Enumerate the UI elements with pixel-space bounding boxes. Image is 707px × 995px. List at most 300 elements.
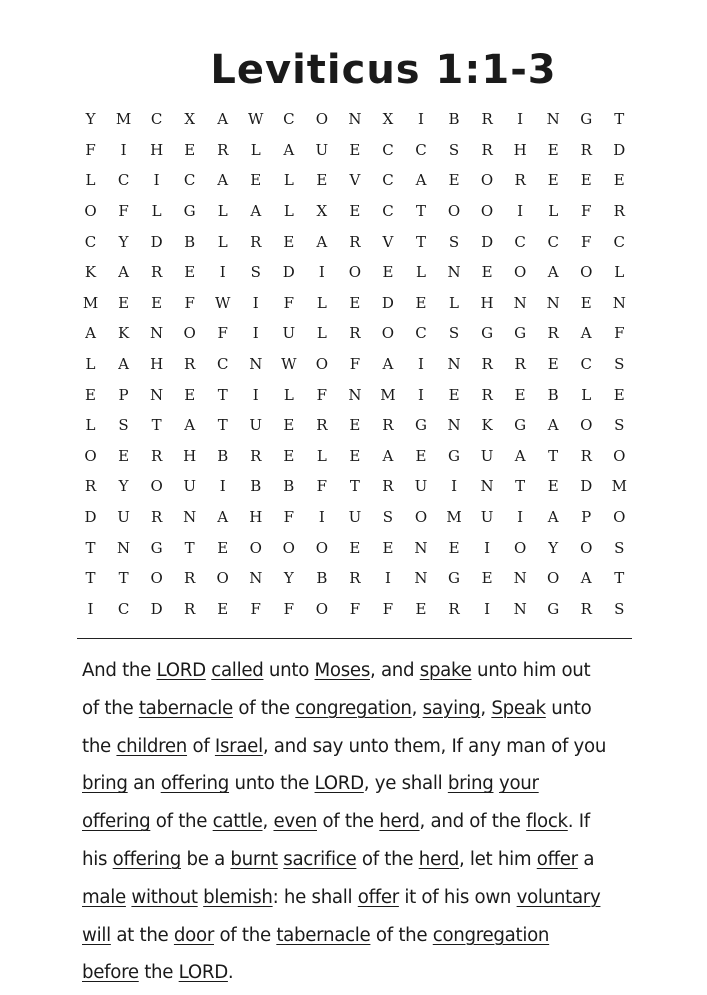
grid-letter: K [117,324,130,343]
grid-letter: E [547,171,559,190]
grid-letter: D [613,140,626,159]
grid-row [74,502,636,533]
grid-letter: O [282,538,295,557]
search-word: flock [526,811,568,833]
grid-letter: S [614,538,625,557]
grid-letter: T [614,569,625,588]
passage-text: unto the [229,773,315,795]
grid-letter: F [85,140,96,159]
grid-letter: I [418,355,424,374]
passage-text: , ye shall [363,773,448,795]
grid-letter: B [250,477,262,496]
grid-letter: A [580,569,592,588]
grid-letter: I [318,508,325,527]
grid-letter: R [150,263,163,282]
grid-letter: R [184,355,196,374]
grid-letter: E [217,599,229,618]
grid-letter: F [316,477,328,496]
grid-letter: L [283,171,294,190]
grid-letter: I [252,385,259,404]
grid-letter: D [580,477,593,496]
grid-letter: G [481,324,494,343]
grid-letter: A [283,140,295,159]
grid-letter: E [118,446,130,465]
grid-letter: A [217,171,229,190]
grid-letter: E [349,140,361,159]
grid-letter: A [547,263,559,282]
grid-letter: O [613,446,626,465]
grid-letter: I [219,477,226,496]
grid-letter: N [480,477,494,496]
grid-letter: W [281,355,297,374]
grid-letter: S [614,416,625,435]
grid-letter: L [614,263,625,282]
grid-letter: O [547,569,560,588]
grid-letter: S [448,324,460,343]
grid-row [74,104,636,135]
grid-letter: F [349,599,361,618]
grid-letter: N [513,293,527,312]
grid-letter: S [614,599,625,618]
grid-letter: F [283,599,295,618]
grid-letter: L [316,293,327,312]
search-word: offer [357,886,399,908]
grid-letter: E [118,293,130,312]
grid-letter: R [150,446,163,465]
grid-letter: I [418,110,424,129]
grid-letter: T [151,416,162,435]
grid-letter: I [384,569,391,588]
grid-letter: G [448,446,461,465]
grid-letter: C [613,232,626,251]
grid-letter: O [84,202,97,221]
grid-letter: C [84,232,97,251]
search-word: saying [422,697,481,719]
grid-letter: A [382,446,394,465]
grid-letter: U [183,477,196,496]
passage-text: of the [150,811,213,833]
grid-letter: L [316,324,327,343]
grid-letter: R [481,355,493,374]
passage-line [82,879,642,917]
grid-letter: S [118,416,129,435]
grid-letter: W [248,110,264,129]
grid-letter: I [87,599,94,618]
grid-letter: N [414,538,428,557]
grid-letter: L [548,202,559,221]
grid-letter: R [547,324,559,343]
grid-letter: O [580,416,593,435]
passage-text: of the [356,848,419,870]
grid-letter: R [514,355,526,374]
grid-letter: L [85,171,96,190]
grid-letter: N [249,569,263,588]
search-word: even [273,811,317,833]
grid-letter: S [382,508,394,527]
grid-letter: X [316,202,328,221]
search-word: bring [82,773,128,795]
grid-letter: R [250,232,262,251]
grid-letter: O [315,355,328,374]
grid-letter: L [416,263,426,282]
grid-letter: C [580,355,592,374]
grid-letter: A [85,324,96,343]
grid-letter: I [120,140,127,159]
grid-letter: D [282,263,295,282]
search-word: congregation [295,697,412,719]
passage-text: the [82,735,117,757]
grid-letter: B [283,477,295,496]
grid-letter: E [250,171,262,190]
grid-letter: L [449,293,460,312]
passage-text: unto him out [471,660,591,681]
grid-letter: G [448,569,461,588]
grid-letter: A [580,324,592,343]
grid-row [74,563,636,594]
grid-letter: E [349,538,361,557]
passage-text: at the [110,924,174,946]
grid-letter: G [547,599,560,618]
search-word: children [116,735,188,757]
passage-text: an [127,773,161,795]
grid-letter: E [349,202,361,221]
passage-text: the [138,962,179,984]
grid-letter: O [447,202,461,221]
grid-letter: R [580,140,592,159]
passage-text: , [480,697,492,719]
passage-text: of the [232,697,296,719]
grid-letter: F [217,324,228,343]
grid-letter: O [480,202,494,221]
grid-row [74,257,636,288]
grid-letter: R [349,324,361,343]
grid-letter: R [382,477,394,496]
passage-line [82,728,642,766]
grid-letter: A [118,355,129,374]
grid-letter: U [249,416,263,435]
grid-letter: R [250,446,262,465]
grid-letter: F [184,293,195,312]
grid-letter: R [184,599,196,618]
grid-letter: K [84,263,97,282]
grid-letter: L [283,202,294,221]
grid-letter: A [217,110,229,129]
grid-letter: A [547,416,559,435]
grid-letter: V [382,232,394,251]
grid-letter: G [514,324,527,343]
passage-line [82,917,642,955]
grid-letter: L [151,202,162,221]
grid-letter: E [415,293,427,312]
grid-letter: X [184,110,195,129]
grid-letter: I [252,293,259,312]
grid-letter: O [580,538,593,557]
grid-letter: G [150,538,163,557]
grid-letter: I [318,263,325,282]
search-word: sacrifice [283,848,357,870]
search-word: LORD [314,773,364,795]
grid-letter: E [580,171,592,190]
search-word: door [173,924,214,946]
passage-text: of the [82,697,139,719]
grid-letter: E [547,355,559,374]
grid-letter: D [381,293,394,312]
grid-letter: E [349,446,361,465]
passage-text: , [262,811,274,833]
search-word: burnt [230,848,278,870]
passage-line [82,652,642,690]
grid-row [74,135,636,166]
grid-letter: D [150,599,163,618]
grid-letter: L [85,355,96,374]
search-word: will [82,924,111,946]
passage-text: , [411,697,423,719]
grid-letter: E [415,599,427,618]
word-search-grid [74,104,636,624]
grid-letter: I [153,171,160,190]
grid-letter: T [415,202,426,221]
passage-text: , and of the [419,811,527,833]
grid-letter: D [481,232,494,251]
grid-letter: P [581,508,592,527]
grid-letter: G [415,416,427,435]
passage-text: , let him [458,848,537,870]
grid-letter: K [481,416,493,435]
grid-letter: E [613,171,625,190]
grid-letter: E [283,416,295,435]
grid-letter: M [611,477,627,496]
grid-letter: E [481,263,493,282]
passage-text: , and [370,660,420,681]
grid-letter: H [480,293,494,312]
grid-letter: R [217,140,229,159]
grid-letter: Y [118,477,129,496]
grid-letter: N [546,110,560,129]
grid-letter: R [481,110,493,129]
grid-letter: I [219,263,226,282]
grid-letter: Y [283,569,294,588]
grid-letter: F [283,293,295,312]
grid-letter: O [249,538,262,557]
grid-letter: U [348,508,362,527]
grid-letter: U [414,477,428,496]
grid-letter: T [217,385,228,404]
grid-letter: O [216,569,229,588]
grid-letter: E [349,293,361,312]
grid-letter: T [85,538,96,557]
grid-letter: E [184,263,196,282]
grid-letter: N [183,508,197,527]
grid-letter: R [84,477,97,496]
grid-letter: A [547,508,559,527]
grid-letter: F [614,324,625,343]
search-word: offering [82,811,151,833]
grid-letter: R [316,416,328,435]
grid-letter: S [614,355,625,374]
divider [77,638,632,639]
passage-text: . [227,962,234,984]
grid-letter: N [447,416,461,435]
search-word: herd [379,811,420,833]
grid-letter: M [446,508,462,527]
grid-letter: C [382,140,394,159]
grid-letter: I [484,538,491,557]
grid-letter: O [348,263,362,282]
scripture-passage [82,652,642,992]
grid-row [74,471,636,502]
grid-letter: M [82,293,99,312]
grid-letter: G [183,202,196,221]
grid-letter: F [283,508,295,527]
passage-text: of the [316,811,380,833]
grid-letter: Y [85,110,96,129]
grid-letter: R [481,140,493,159]
search-word: tabernacle [138,697,233,719]
passage-text: be a [180,848,231,870]
grid-letter: O [315,599,328,618]
grid-letter: A [316,232,328,251]
grid-letter: A [382,355,394,374]
grid-letter: N [150,324,164,343]
grid-letter: R [613,202,625,221]
grid-letter: E [514,385,526,404]
search-word: male [82,886,126,908]
grid-letter: R [481,385,493,404]
grid-letter: E [448,385,460,404]
grid-letter: E [217,538,229,557]
search-word: congregation [432,924,550,946]
grid-letter: N [612,293,626,312]
grid-letter: C [283,110,295,129]
grid-row [74,165,636,196]
passage-text: unto [545,697,592,719]
grid-letter: I [517,202,524,221]
grid-letter: O [150,477,163,496]
grid-letter: V [349,171,361,190]
grid-letter: E [547,477,559,496]
grid-letter: E [85,385,96,404]
grid-letter: E [316,171,328,190]
grid-letter: U [117,508,130,527]
passage-text: it of his own [398,886,517,908]
grid-letter: A [250,202,262,221]
search-word: herd [418,848,459,870]
grid-letter: A [514,446,526,465]
grid-letter: T [118,569,129,588]
search-word: blemish [203,886,273,908]
grid-letter: N [348,110,362,129]
grid-letter: I [451,477,457,496]
passage-text: a [577,848,595,870]
passage-text: of the [214,924,277,946]
grid-letter: U [480,508,494,527]
grid-letter: A [184,416,196,435]
page-title: Leviticus 1:1-3 [210,47,557,93]
grid-letter: L [85,416,96,435]
grid-letter: M [380,385,396,404]
grid-letter: D [84,508,97,527]
grid-letter: G [514,416,527,435]
grid-letter: R [580,446,592,465]
search-word: LORD [178,962,228,984]
grid-letter: T [515,477,526,496]
grid-letter: C [216,355,229,374]
grid-letter: R [448,599,460,618]
grid-letter: N [117,538,131,557]
search-word: Speak [491,697,546,719]
passage-text: : he shall [272,886,358,908]
search-word: tabernacle [276,924,371,946]
grid-letter: O [613,508,626,527]
grid-letter: L [217,202,228,221]
grid-letter: R [150,508,163,527]
grid-row [74,379,636,410]
search-word: voluntary [516,886,601,908]
search-word: bring [447,773,494,795]
grid-letter: E [151,293,163,312]
grid-letter: E [283,232,295,251]
grid-letter: O [84,446,97,465]
grid-letter: N [414,569,428,588]
passage-text: . If [567,811,590,833]
grid-letter: H [150,140,164,159]
grid-letter: E [547,140,559,159]
grid-letter: H [513,140,527,159]
passage-text: And the [82,660,157,681]
passage-line [82,841,642,879]
grid-row [74,594,636,625]
grid-letter: L [316,446,327,465]
grid-letter: X [382,110,394,129]
grid-letter: T [548,446,559,465]
grid-letter: O [513,263,527,282]
grid-row [74,410,636,441]
grid-letter: E [184,140,196,159]
grid-letter: I [484,599,491,618]
grid-letter: H [150,355,164,374]
grid-letter: N [546,293,560,312]
grid-letter: F [250,599,261,618]
grid-letter: B [547,385,559,404]
grid-letter: T [614,110,625,129]
grid-row [74,196,636,227]
grid-letter: E [184,385,196,404]
grid-letter: H [183,446,197,465]
grid-letter: I [252,324,259,343]
grid-letter: F [349,355,361,374]
grid-letter: E [613,385,625,404]
search-word: spake [419,660,472,681]
grid-letter: L [581,385,592,404]
grid-letter: N [513,599,527,618]
passage-line [82,803,642,841]
grid-letter: T [415,232,426,251]
grid-letter: A [118,263,129,282]
grid-letter: S [448,140,460,159]
grid-letter: O [150,569,163,588]
grid-letter: C [382,202,394,221]
search-word: LORD [156,660,206,681]
grid-letter: H [249,508,263,527]
grid-letter: N [150,385,164,404]
passage-text: his [82,848,113,870]
grid-letter: A [217,508,229,527]
grid-letter: I [517,508,524,527]
grid-letter: E [415,446,427,465]
grid-letter: O [183,324,196,343]
grid-letter: R [349,232,361,251]
grid-letter: T [85,569,96,588]
